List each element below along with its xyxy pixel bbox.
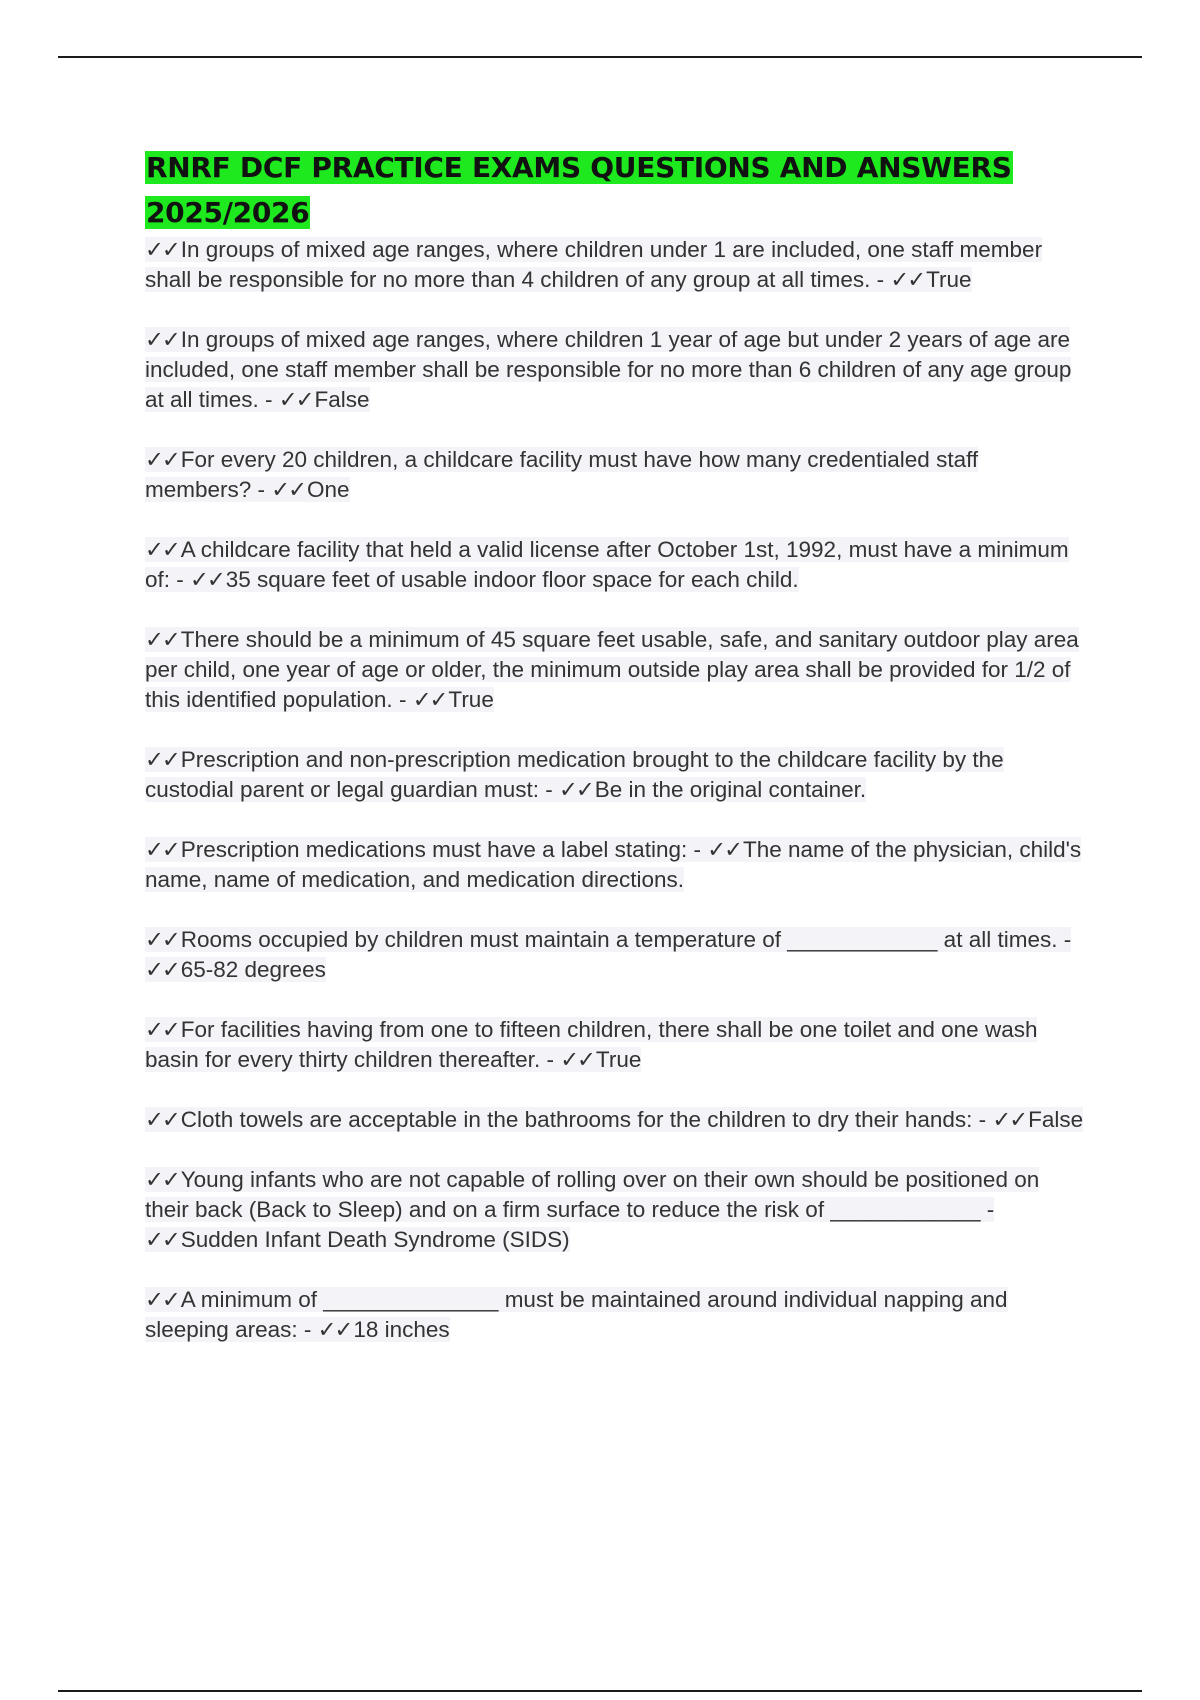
separator: - (870, 267, 891, 292)
qa-text (145, 237, 1042, 292)
qa-text (145, 627, 1079, 712)
qa-item (145, 235, 1085, 295)
separator: - (392, 687, 413, 712)
qa-text (145, 927, 1071, 982)
check-mark-icon: ✓✓ (145, 927, 179, 952)
check-mark-icon: ✓✓ (145, 1287, 179, 1312)
question-text: Rooms occupied by children must maintain a temperature of ____________ at all times. (180, 927, 1058, 952)
answer-text: Be in the original container. (594, 777, 867, 802)
answer-text: One (307, 477, 350, 502)
check-mark-icon: ✓✓ (145, 1017, 179, 1042)
check-mark-icon: ✓✓ (145, 447, 179, 472)
qa-item (145, 625, 1085, 715)
check-mark-icon: ✓✓ (145, 627, 179, 652)
separator: - (687, 837, 708, 862)
bottom-rule (58, 1690, 1142, 1692)
question-text: For every 20 children, a childcare facility must have how many credentialed staff members? (145, 447, 979, 502)
check-mark-icon: ✓✓ (145, 837, 179, 862)
qa-item (145, 325, 1085, 415)
check-mark-icon: ✓✓ (317, 1317, 352, 1342)
answer-text: 65-82 degrees (180, 957, 326, 982)
qa-item (145, 925, 1085, 985)
qa-item (145, 1285, 1085, 1345)
qa-text (145, 537, 1069, 592)
check-mark-icon: ✓✓ (145, 1227, 179, 1252)
check-mark-icon: ✓✓ (145, 537, 179, 562)
check-mark-icon: ✓✓ (145, 1107, 179, 1132)
separator: - (258, 387, 279, 412)
qa-text (145, 747, 1004, 802)
document-body (145, 145, 1085, 1375)
qa-item (145, 745, 1085, 805)
question-text: Prescription medications must have a label stating: (180, 837, 688, 862)
check-mark-icon: ✓✓ (190, 567, 224, 592)
answer-text: False (1028, 1107, 1084, 1132)
separator: - (538, 777, 559, 802)
check-mark-icon: ✓✓ (278, 387, 313, 412)
check-mark-icon: ✓✓ (992, 1107, 1027, 1132)
qa-text (145, 1017, 1037, 1072)
check-mark-icon: ✓✓ (145, 1167, 179, 1192)
separator: - (170, 567, 191, 592)
separator: - (972, 1107, 993, 1132)
question-text: For facilities having from one to fifteen children, there shall be one toilet and one wash basin for every thirty children thereafter. (145, 1017, 1038, 1072)
check-mark-icon: ✓✓ (145, 327, 179, 352)
qa-text (145, 1287, 1008, 1342)
question-text: A minimum of ______________ must be maintained around individual napping and sleeping areas: (145, 1287, 1008, 1342)
check-mark-icon: ✓✓ (271, 477, 306, 502)
answer-text: True (595, 1047, 642, 1072)
qa-text (145, 837, 1081, 892)
check-mark-icon: ✓✓ (707, 837, 741, 862)
check-mark-icon: ✓✓ (412, 687, 447, 712)
qa-item (145, 1015, 1085, 1075)
title-highlight: RNRF DCF PRACTICE EXAMS QUESTIONS AND ANSWERS 2025/2026 (146, 151, 1012, 229)
answer-text: 18 inches (353, 1317, 450, 1342)
check-mark-icon: ✓✓ (145, 237, 179, 262)
separator: - (540, 1047, 561, 1072)
answer-text: True (926, 267, 972, 292)
question-text: In groups of mixed age ranges, where children 1 year of age but under 2 years of age are included, one staff member shall be responsible for no more than 6 children of any age group at all times. (145, 327, 1072, 412)
question-text: A childcare facility that held a valid license after October 1st, 1992, must have a minimum of: (145, 537, 1069, 592)
check-mark-icon: ✓✓ (145, 957, 179, 982)
qa-text (145, 1107, 1083, 1132)
qa-item (145, 535, 1085, 595)
question-text: In groups of mixed age ranges, where children under 1 are included, one staff member shall be responsible for no more than 4 children of any group at all times. (145, 237, 1043, 292)
separator: - (251, 477, 272, 502)
question-text: There should be a minimum of 45 square feet usable, safe, and sanitary outdoor play area per child, one year of age or older, the minimum outside play area shall be provided for 1/2 of this identified population. (145, 627, 1079, 712)
qa-item (145, 1105, 1085, 1135)
check-mark-icon: ✓✓ (560, 1047, 594, 1072)
qa-item (145, 1165, 1085, 1255)
answer-text: False (314, 387, 370, 412)
separator: - (1057, 927, 1072, 952)
separator: - (297, 1317, 318, 1342)
answer-text: The name of the physician, child's name, name of medication, and medication directions. (145, 837, 1082, 892)
separator: - (980, 1197, 995, 1222)
question-text: Young infants who are not capable of rolling over on their own should be positioned on their back (Back to Sleep) and on a firm surface to reduce the risk of ____________ (145, 1167, 1040, 1222)
question-text: Cloth towels are acceptable in the bathrooms for the children to dry their hands: (180, 1107, 973, 1132)
check-mark-icon: ✓✓ (145, 747, 179, 772)
qa-list (145, 235, 1085, 1345)
document-title (145, 145, 1085, 235)
question-text: Prescription and non-prescription medication brought to the childcare facility by the custodial parent or legal guardian must: (145, 747, 1004, 802)
check-mark-icon: ✓✓ (890, 267, 925, 292)
qa-item (145, 445, 1085, 505)
qa-text (145, 1167, 1039, 1252)
top-rule (58, 56, 1142, 58)
qa-item (145, 835, 1085, 895)
qa-text (145, 327, 1071, 412)
qa-text (145, 447, 978, 502)
answer-text: Sudden Infant Death Syndrome (SIDS) (180, 1227, 570, 1252)
answer-text: 35 square feet of usable indoor floor space for each child. (225, 567, 799, 592)
answer-text: True (448, 687, 494, 712)
check-mark-icon: ✓✓ (558, 777, 593, 802)
